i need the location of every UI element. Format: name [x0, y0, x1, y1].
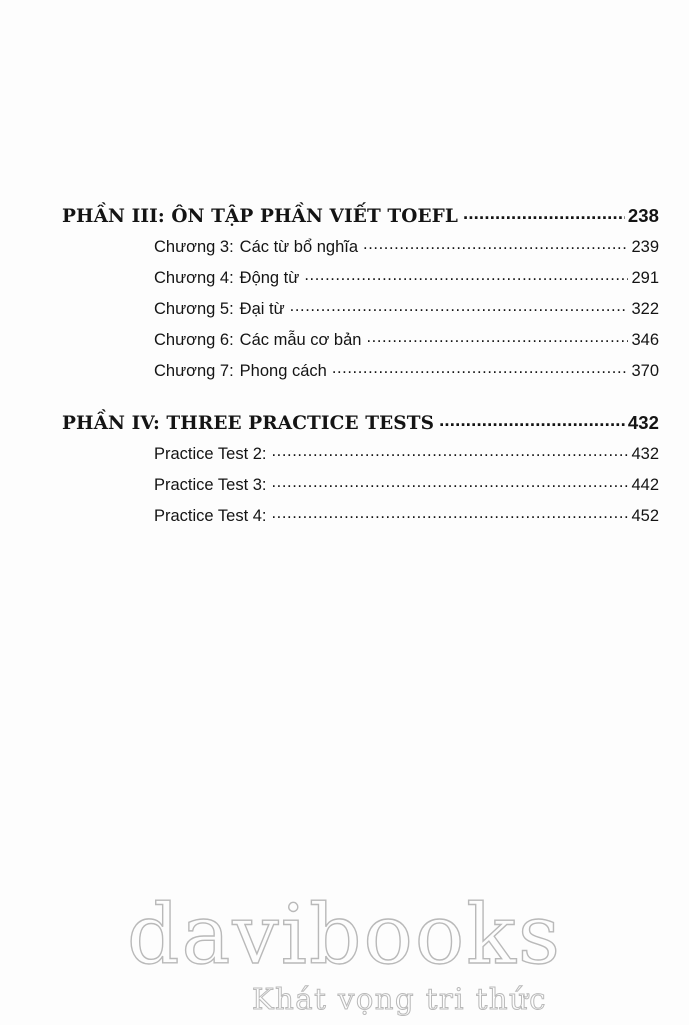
chapter-title: Các mẫu cơ bản — [239, 331, 362, 349]
chapter-title: Practice Test 4: — [154, 507, 267, 525]
toc-practice-test-2 — [62, 439, 659, 470]
page-number: 442 — [631, 476, 659, 494]
chapter-prefix: Chương 6: — [154, 331, 234, 349]
toc-chapter-7 — [62, 356, 659, 387]
chapter-title: Động từ — [239, 269, 300, 287]
toc-chapter-5 — [62, 294, 659, 325]
dot-leader — [439, 404, 625, 437]
watermark-brand: davibooks — [127, 888, 562, 983]
dot-leader — [463, 197, 625, 230]
toc-part-4 — [62, 407, 659, 439]
watermark-slogan: Khát vọng tri thức — [251, 982, 548, 1016]
toc-practice-test-4 — [62, 501, 659, 532]
page-number: 322 — [631, 300, 659, 318]
chapter-title: Practice Test 2: — [154, 445, 267, 463]
chapter-title: Practice Test 3: — [154, 476, 267, 494]
toc-part-3 — [62, 200, 659, 232]
chapter-prefix: Chương 4: — [154, 269, 234, 287]
dot-leader — [272, 467, 629, 498]
part-title: PHẦN III: ÔN TẬP PHẦN VIẾT TOEFL — [62, 206, 458, 227]
chapter-title: Phong cách — [239, 362, 327, 380]
toc-chapter-3 — [62, 232, 659, 263]
dot-leader — [332, 353, 629, 384]
page-number: 239 — [631, 238, 659, 256]
table-of-contents — [62, 200, 659, 532]
toc-chapter-6 — [62, 325, 659, 356]
page-number: 432 — [627, 412, 659, 433]
page-number: 432 — [631, 445, 659, 463]
chapter-prefix: Chương 5: — [154, 300, 234, 318]
dot-leader — [272, 436, 629, 467]
toc-practice-test-3 — [62, 470, 659, 501]
toc-chapter-4 — [62, 263, 659, 294]
chapter-prefix: Chương 3: — [154, 238, 234, 256]
page-number: 452 — [631, 507, 659, 525]
chapter-prefix: Chương 7: — [154, 362, 234, 380]
chapter-title: Đại từ — [239, 300, 285, 318]
part-title: PHẦN IV: THREE PRACTICE TESTS — [62, 413, 435, 434]
watermark-logo — [0, 890, 689, 1016]
page-number: 238 — [627, 205, 659, 226]
page-number: 370 — [631, 362, 659, 380]
dot-leader — [272, 498, 629, 529]
dot-leader — [366, 322, 628, 353]
dot-leader — [304, 260, 628, 291]
page-number: 346 — [631, 331, 659, 349]
page-number: 291 — [631, 269, 659, 287]
chapter-title: Các từ bổ nghĩa — [239, 238, 359, 256]
dot-leader — [363, 229, 628, 260]
dot-leader — [290, 291, 629, 322]
